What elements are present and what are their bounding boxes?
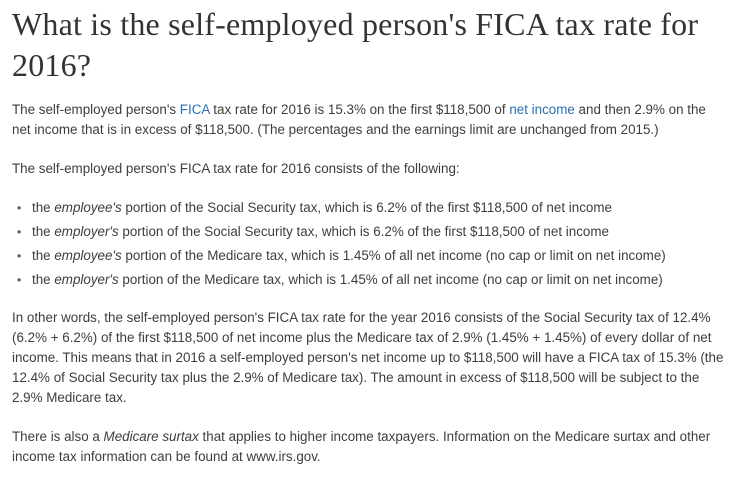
tax-components-list bbox=[12, 198, 725, 290]
list-item-text: the bbox=[32, 224, 55, 239]
list-item-emphasis: employee's bbox=[54, 248, 122, 263]
intro-text-3: and then 2.9% on the net income that is in excess of $118,500. (The percentages and the earnings limit are unchanged from 2015.) bbox=[12, 102, 706, 137]
bullet-icon: • bbox=[17, 249, 22, 263]
list-item bbox=[12, 222, 725, 242]
surtax-emphasis: Medicare surtax bbox=[103, 429, 199, 444]
net-income-link[interactable]: net income bbox=[509, 102, 575, 117]
surtax-text-1: There is also a bbox=[12, 429, 104, 444]
fica-link[interactable]: FICA bbox=[179, 102, 210, 117]
surtax-paragraph bbox=[12, 427, 725, 467]
list-item-text: portion of the Social Security tax, which is 6.2% of the first $118,500 of net income bbox=[121, 200, 612, 215]
intro-text-1: The self-employed person's bbox=[12, 102, 180, 117]
summary-paragraph: In other words, the self-employed person's FICA tax rate for the year 2016 consists of the Social Security tax of 12.4% (6.2% + 6.2%) of the first $118,500 of net income plus the Medicare tax of 2.9% (1.45% + 1.45%) of every dollar of net income. This means that in 2016 a self-employed person's net income up to $118,500 will have a FICA tax of 15.3% (the 12.4% of Social Security tax plus the 2.9% of Medicare tax). The amount in excess of $118,500 will be subject to the 2.9% Medicare tax. bbox=[12, 310, 724, 405]
list-item-emphasis: employee's bbox=[54, 200, 122, 215]
list-item-text: portion of the Medicare tax, which is 1.45% of all net income (no cap or limit on net income) bbox=[118, 272, 663, 287]
list-item-text: the bbox=[32, 200, 55, 215]
list-item-text: portion of the Social Security tax, which is 6.2% of the first $118,500 of net income bbox=[118, 224, 609, 239]
consists-intro-paragraph: The self-employed person's FICA tax rate for 2016 consists of the following: bbox=[12, 161, 460, 176]
list-item bbox=[12, 246, 725, 266]
bullet-icon: • bbox=[17, 225, 22, 239]
page-title: What is the self-employed person's FICA tax rate for 2016? bbox=[12, 6, 699, 83]
list-item-text: the bbox=[32, 248, 55, 263]
list-item-text: portion of the Medicare tax, which is 1.45% of all net income (no cap or limit on net income) bbox=[121, 248, 666, 263]
bullet-icon: • bbox=[17, 201, 22, 215]
list-item-text: the bbox=[32, 272, 55, 287]
list-item bbox=[12, 198, 725, 218]
intro-text-2: tax rate for 2016 is 15.3% on the first $118,500 of bbox=[209, 102, 510, 117]
list-item-emphasis: employer's bbox=[54, 224, 119, 239]
surtax-text-2: that applies to higher income taxpayers. Information on the Medicare surtax and other income tax information can be found at www.irs.gov. bbox=[12, 429, 711, 464]
bullet-icon: • bbox=[17, 273, 22, 287]
list-item bbox=[12, 270, 725, 290]
intro-paragraph bbox=[12, 100, 725, 140]
list-item-emphasis: employer's bbox=[54, 272, 119, 287]
